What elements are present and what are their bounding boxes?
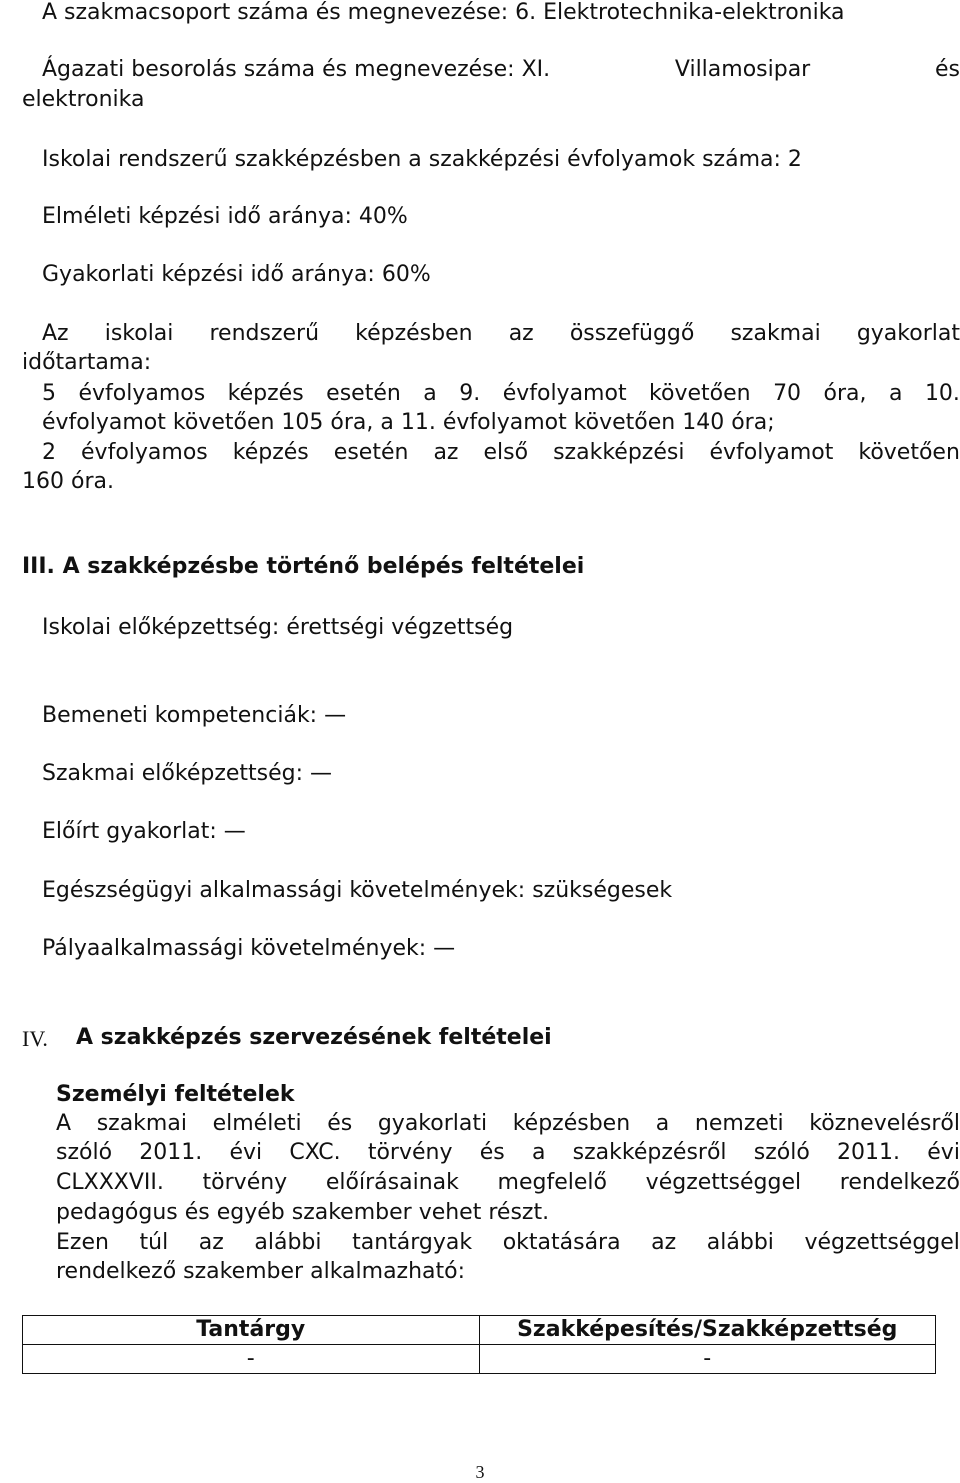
two-year-word: 2 [42,440,56,465]
paragraph-1-word: gyakorlati [377,1111,488,1136]
section-3-heading: III. A szakképzésbe történő belépés feltételei [22,554,585,579]
section-4-title: A szakképzés szervezésének feltételei [76,1025,552,1050]
paragraph-1-line-1 [56,1110,960,1138]
practice-duration-word: rendszerű [209,321,320,346]
input-competencies: Bemeneti kompetenciák: — [42,703,347,728]
sector-line [42,56,960,84]
five-year-word: 10. [924,381,960,406]
paragraph-2-word: túl [139,1230,169,1255]
cell-subject: - [23,1345,480,1374]
page-number: 3 [475,1462,485,1482]
subject-qualification-table [22,1315,936,1374]
health-requirements: Egészségügyi alkalmassági követelmények: szükségesek [42,878,673,903]
paragraph-1-word: évi [927,1140,960,1165]
five-year-word: évfolyamot [502,381,627,406]
five-year-word: 70 [773,381,802,406]
practice-duration-word: gyakorlat [856,321,960,346]
theory-ratio-line: Elméleti képzési idő aránya: 40% [42,204,408,229]
paragraph-1-word: szóló [753,1140,810,1165]
five-year-word: a [423,381,437,406]
practice-duration-word: Az [42,321,69,346]
paragraph-1-word: a [531,1140,546,1165]
five-year-word: 5 [42,381,56,406]
table-header-row [23,1316,936,1345]
paragraph-1-line-2 [56,1139,960,1167]
paragraph-2-word: végzettséggel [804,1230,960,1255]
practice-duration-word: összefüggő [569,321,695,346]
paragraph-2-word: Ezen [56,1230,109,1255]
paragraph-1-word: képzésben [512,1111,631,1136]
paragraph-2-word: tantárgyak [352,1230,473,1255]
five-year-word: esetén [326,381,401,406]
paragraph-1-word: és [327,1111,353,1136]
practice-duration-cont: időtartama: [22,350,152,375]
paragraph-1-word: megfelelő [497,1170,607,1195]
paragraph-1-word: törvény [367,1140,453,1165]
professional-prior-education: Szakmai előképzettség: — [42,761,333,786]
paragraph-2-word: az [651,1230,677,1255]
five-year-word: a [888,381,903,406]
sector-word-es: és [934,57,960,82]
career-requirements: Pályaalkalmassági követelmények: — [42,936,456,961]
two-year-word: képzés [232,440,309,465]
qualification-group-line: A szakmacsoport száma és megnevezése: 6. Elektrotechnika-elektronika [42,0,845,25]
personal-conditions-heading: Személyi feltételek [56,1082,295,1107]
two-year-word: első [483,440,529,465]
paragraph-1-word: szóló [56,1140,113,1165]
paragraph-1-word: CXC. [289,1140,341,1165]
practice-ratio-line: Gyakorlati képzési idő aránya: 60% [42,262,431,287]
paragraph-1-word: törvény [202,1170,288,1195]
two-year-word: az [433,440,459,465]
header-subject: Tantárgy [23,1316,480,1345]
cell-qualification: - [479,1345,936,1374]
paragraph-1-line-4: pedagógus és egyéb szakember vehet részt. [56,1200,550,1225]
table-row [23,1345,936,1374]
paragraph-1-word: végzettséggel [645,1170,802,1195]
sector-word-villamosipar: Villamosipar [674,57,811,82]
sector-label: Ágazati besorolás száma és megnevezése: XI. [42,57,551,82]
practice-duration-word: szakmai [730,321,821,346]
sector-line-cont: elektronika [22,87,145,112]
practice-duration-word: az [508,321,534,346]
paragraph-2-word: az [198,1230,224,1255]
five-year-word: óra, [823,381,867,406]
two-year-line [42,439,960,467]
header-qualification: Szakképesítés/Szakképzettség [479,1316,936,1345]
paragraph-1-word: a [655,1111,670,1136]
paragraph-2-line-1 [56,1229,960,1257]
paragraph-1-word: és [479,1140,505,1165]
two-year-cont: 160 óra. [22,469,114,494]
school-prior-education: Iskolai előképzettség: érettségi végzettség [42,615,514,640]
grades-count-line: Iskolai rendszerű szakképzésben a szakképzési évfolyamok száma: 2 [42,147,802,172]
five-year-word: évfolyamos [78,381,206,406]
paragraph-1-word: előírásainak [325,1170,459,1195]
practice-duration-line [42,320,960,348]
five-year-line [42,380,960,408]
practice-duration-word: iskolai [104,321,174,346]
paragraph-1-word: CLXXXVII. [56,1170,164,1195]
two-year-word: évfolyamot [709,440,834,465]
two-year-word: esetén [333,440,409,465]
paragraph-2-word: alábbi [254,1230,322,1255]
section-4-number: IV. [22,1026,48,1051]
two-year-word: szakképzési [553,440,685,465]
paragraph-2-word: alábbi [706,1230,774,1255]
five-year-word: képzés [227,381,304,406]
five-year-cont: évfolyamot követően 105 óra, a 11. évfolyamot követően 140 óra; [42,410,775,435]
paragraph-1-word: évi [229,1140,263,1165]
five-year-word: 9. [459,381,481,406]
paragraph-1-word: nemzeti [694,1111,784,1136]
paragraph-1-word: elméleti [212,1111,302,1136]
paragraph-2-line-2: rendelkező szakember alkalmazható: [56,1259,466,1284]
paragraph-1-word: szakképzésről [572,1140,727,1165]
paragraph-1-word: szakmai [96,1111,187,1136]
paragraph-2-word: oktatására [502,1230,621,1255]
paragraph-1-word: A [56,1111,72,1136]
paragraph-1-line-3 [56,1169,960,1197]
paragraph-1-word: köznevelésről [809,1111,960,1136]
five-year-word: követően [649,381,751,406]
paragraph-1-word: rendelkező [839,1170,960,1195]
paragraph-1-word: 2011. [837,1140,901,1165]
paragraph-1-word: 2011. [139,1140,203,1165]
practice-duration-word: képzésben [355,321,473,346]
two-year-word: évfolyamos [81,440,208,465]
two-year-word: követően [858,440,960,465]
required-practice: Előírt gyakorlat: — [42,819,246,844]
